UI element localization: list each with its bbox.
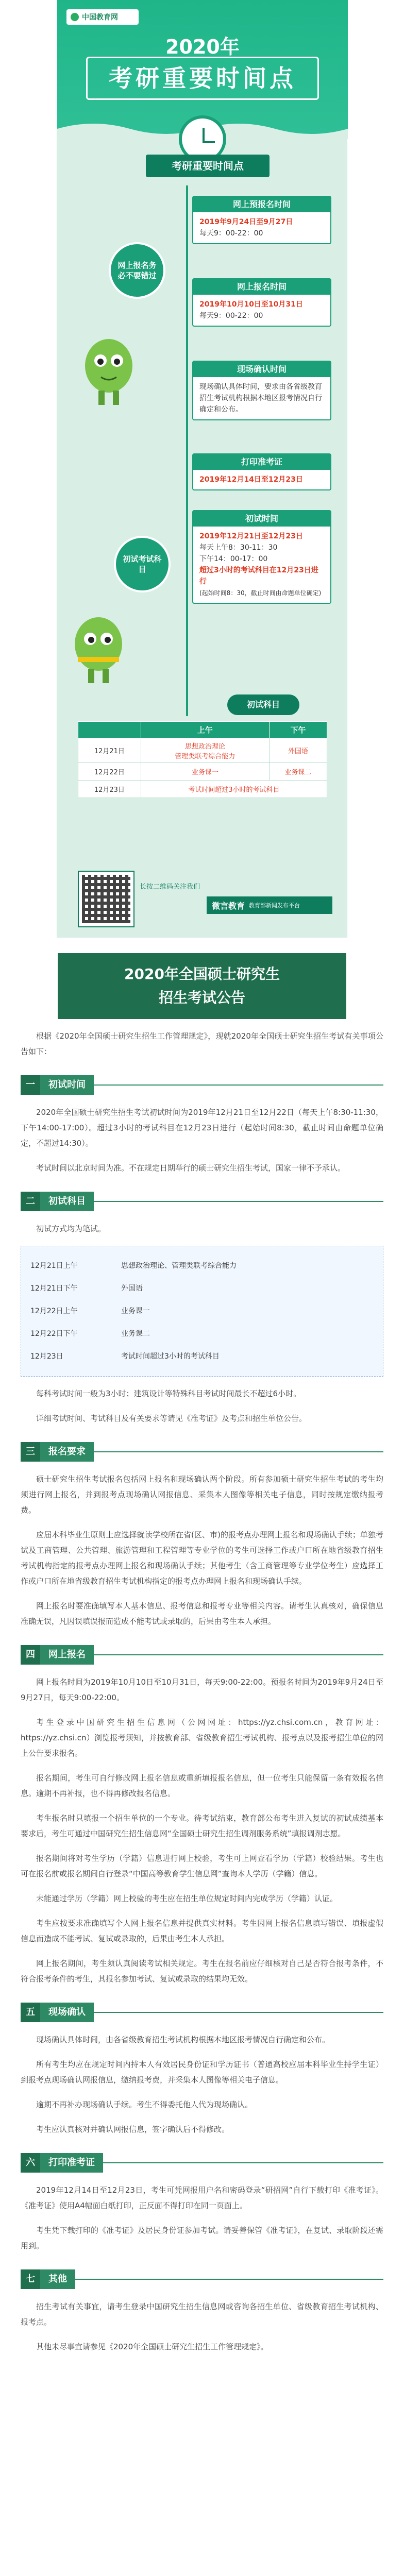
paragraph: 网上报名期间，考生须认真阅读考试相关规定。考生在报名前应仔细核对自己是否符合报考条件，不符合报考条件的考生，其报名参加考试、复试或录取的结果均无效。 (21, 1959, 383, 1984)
list-item (30, 1323, 374, 1345)
table-header-cell: 上午 (141, 722, 269, 738)
table-cell: 12月23日 (78, 781, 141, 798)
table-cell: 业务课一 (141, 763, 269, 781)
brand-name: 微言教育 (212, 901, 245, 911)
paragraph: 初试方式均为笔试。 (36, 1224, 106, 1233)
paragraph: 应届本科毕业生原则上应选择就读学校所在省(区、市)的报考点办理网上报名和现场确认手续；单独考试及工商管理、公共管理、旅游管理和工程管理等专业学位的考生可选择工作或户口所在地省级教育招生考试机构指定的报考点办理网上报名和现场确认手续；其他考生（含工商管理等专业学位考生）应选择工作或户口所在地省级教育招生考试机构指定的报考点办理网上报名和现场确认手续。 (21, 1530, 383, 1586)
section-heading (21, 2002, 383, 2023)
table-cell: 12月22日 (78, 763, 141, 781)
section-label: 报名要求 (40, 1442, 94, 1462)
paragraph: 网上报名时要准确填写本人基本信息、报考信息和报考专业等相关内容。请考生认真核对，确保信息准确无误，凡因误填误报而造成不能考试或录取的，后果由考生本人承担。 (21, 1601, 383, 1626)
list-item (30, 1300, 374, 1323)
badge-exam-subjects: 初试考试科目 (114, 536, 171, 592)
section-number: 七 (21, 2269, 40, 2289)
timeline-extra: 超过3小时的考试科目在12月23日进行 (199, 566, 318, 586)
mascot-exam-icon (68, 608, 129, 685)
section-label: 网上报名 (40, 1645, 94, 1665)
exam-schedule-table (78, 721, 327, 798)
exam-subject-list (21, 1246, 383, 1377)
section-label: 其他 (40, 2269, 75, 2289)
section-heading (21, 1645, 383, 1665)
table-row (78, 738, 327, 763)
timeline-date: 2019年12月21日至12月23日 (199, 532, 303, 540)
paragraph: 2019年12月14日至12月23日，考生可凭网报用户名和密码登录“研招网”自行下载打印《准考证》。《准考证》使用A4幅面白纸打印，正反面不得打印在同一页面上。 (21, 2185, 383, 2210)
paragraph: 考生报名时只填报一个招生单位的一个专业。待考试结束，教育部公布考生进入复试的初试成绩基本要求后，考生可通过中国研究生招生信息网“全国硕士研究生招生调剂服务系统”填报调剂志愿。 (21, 1814, 383, 1838)
list-subject: 外国语 (121, 1284, 143, 1293)
section-heading (21, 1191, 383, 1212)
list-subject: 业务课二 (121, 1330, 150, 1338)
list-time: 12月22日下午 (30, 1330, 78, 1338)
follow-hint: 长按二维码关注我们 (140, 883, 200, 891)
timeline-extra: (起始时间8：30，截止时间由命题单位确定) (199, 589, 322, 597)
section-heading (21, 2269, 383, 2290)
article-title-line: 招生考试公告 (158, 989, 245, 1006)
logo-text: 中国教育网 (82, 13, 118, 22)
exam-subjects-banner: 初试科目 (227, 694, 299, 715)
paragraph: 其他未尽事宜请参见《2020年全国硕士研究生招生工作管理规定》。 (36, 2342, 268, 2351)
brand-subtitle: 教育部新闻发布平台 (249, 902, 300, 909)
logo-icon (71, 13, 79, 21)
list-time: 12月22日上午 (30, 1307, 78, 1315)
timeline-card-print (192, 453, 331, 490)
timeline-card-register (192, 278, 331, 327)
paragraph: 考生应认真核对并确认网报信息，签字确认后不得修改。 (36, 2125, 230, 2134)
table-header-cell: 下午 (270, 722, 327, 738)
table-row (78, 763, 327, 781)
list-item (30, 1277, 374, 1300)
table-header-row (78, 722, 327, 738)
timeline-date: 2019年12月14日至12月23日 (199, 476, 303, 484)
section-heading (21, 1442, 383, 1462)
list-subject: 考试时间超过3小时的考试科目 (121, 1352, 220, 1361)
section-number: 五 (21, 2003, 40, 2022)
paragraph: 考生凭下载打印的《准考证》及居民身份证参加考试。请妥善保管《准考证》，在复试、录取阶段还需用到。 (21, 2226, 383, 2250)
paragraph: 所有考生均应在规定时间内持本人有效居民身份证和学历证书（普通高校应届本科毕业生持学生证）到报考点现场确认网报信息，缴纳报考费，并采集本人图像等相关电子信息。 (21, 2060, 383, 2084)
list-item (30, 1345, 374, 1368)
poster-header (57, 0, 348, 134)
section-number: 二 (21, 1192, 40, 1211)
timeline-card-exam (192, 510, 331, 604)
timeline-date: 2019年10月10日至10月31日 (199, 300, 303, 309)
poster (57, 0, 347, 938)
paragraph: 详细考试时间、考试科目及有关要求等请见《准考证》及考点和招生单位公告。 (36, 1414, 307, 1423)
paragraph: 考试时间以北京时间为准。不在规定日期举行的硕士研究生招生考试，国家一律不予承认。 (36, 1163, 346, 1173)
timeline-daily: 每天9：00-22：00 (199, 229, 263, 238)
timeline-line (186, 185, 188, 716)
list-time: 12月23日 (30, 1352, 63, 1361)
paragraph: 逾期不再补办现场确认手续。考生不得委托他人代为现场确认。 (36, 2100, 253, 2109)
timeline-daily: 每天9：00-22：00 (199, 312, 263, 320)
section-number: 一 (21, 1075, 40, 1095)
paragraph: 硕士研究生招生考试报名包括网上报名和现场确认两个阶段。所有参加硕士研究生招生考试的考生均须进行网上报名，并到报考点现场确认网报信息、采集本人图像等相关电子信息，同时按规定缴纳报考费。 (21, 1475, 383, 1515)
section-heading (21, 1075, 383, 1095)
timeline-card-preregister (192, 196, 331, 244)
section-label: 现场确认 (40, 2003, 94, 2022)
paragraph: 考生应按要求准确填写个人网上报名信息并提供真实材料。考生因网上报名信息填写错误、填报虚假信息而造成不能考试、复试或录取的，后果由考生本人承担。 (21, 1919, 383, 1943)
paragraph: 现场确认具体时间，由各省级教育招生考试机构根据本地区报考情况自行确定和公布。 (36, 2035, 330, 2044)
table-cell: 业务课二 (270, 763, 327, 781)
timeline-head: 网上报名时间 (193, 279, 330, 295)
table-cell: 12月21日 (78, 738, 141, 763)
list-subject: 思想政治理论、管理类联考综合能力 (121, 1262, 237, 1270)
intro-paragraph: 根据《2020年全国硕士研究生招生工作管理规定》，现就2020年全国硕士研究生招生考试有关事项公告如下： (21, 1031, 383, 1056)
timeline-text: 现场确认具体时间，要求由各省级教育招生考试机构根据本地区报考情况自行确定和公布。 (199, 383, 322, 414)
site-logo[interactable] (66, 9, 139, 25)
paragraph: 未能通过学历（学籍）网上校验的考生应在招生单位规定时间内完成学历（学籍）认证。 (36, 1894, 338, 1903)
table-header-cell (78, 722, 141, 738)
paragraph: 考生登录中国研究生招生信息网（公网网址：https://yz.chsi.com.cn，教育网址：https://yz.chsi.cn）浏览报考须知，并按教育部、省级教育招生考试机构、报考点以及报考招生单位的网上公告要求报名。 (21, 1718, 383, 1758)
paragraph: 网上报名时间为2019年10月10日至10月31日，每天9:00-22:00。预报名时间为2019年9月24日至9月27日，每天9:00-22:00。 (21, 1677, 383, 1702)
timeline-head: 网上预报名时间 (193, 197, 330, 212)
mascot-left-icon (78, 330, 140, 407)
paragraph: 报名期间，考生可自行修改网上报名信息或重新填报报名信息，但一位考生只能保留一条有效报名信息。逾期不再补报，也不得再修改报名信息。 (21, 1773, 383, 1798)
table-cell: 考试时间超过3小时的考试科目 (141, 781, 327, 798)
timeline-date: 2019年9月24日至9月27日 (199, 218, 293, 226)
article-title-line: 2020年全国硕士研究生 (124, 965, 280, 982)
poster-year: 2020年 (165, 36, 240, 58)
list-time: 12月21日上午 (30, 1262, 78, 1270)
list-time: 12月21日下午 (30, 1284, 78, 1293)
timeline-head: 打印准考证 (193, 454, 330, 470)
section-number: 三 (21, 1442, 40, 1462)
poster-section-label: 考研重要时间点 (146, 155, 270, 177)
table-cell: 外国语 (270, 738, 327, 763)
article-title (58, 953, 346, 1019)
paragraph: 2020年全国硕士研究生招生考试初试时间为2019年12月21日至12月22日（每天上午8:30-11:30，下午14:00-17:00）。超过3小时的考试科目在12月23日进行（起始时间8:30，截止时间由命题单位确定，不超过14:30）。 (21, 1108, 383, 1148)
section-label: 初试时间 (40, 1075, 94, 1095)
timeline-extra: 每天上午8：30-11：30 (199, 544, 278, 552)
timeline-head: 初试时间 (193, 511, 330, 527)
paragraph: 招生考试有关事宜，请考生登录中国研究生招生信息网或咨询各招生单位、省级教育招生考试机构、报考点。 (21, 2302, 383, 2327)
section-number: 四 (21, 1645, 40, 1665)
section-heading (21, 2153, 383, 2173)
list-item (30, 1255, 374, 1277)
qr-code[interactable] (78, 871, 134, 927)
article (21, 948, 383, 2364)
section-label: 打印准考证 (40, 2153, 103, 2173)
section-label: 初试科目 (40, 1192, 94, 1211)
poster-title: 考研重要时间点 (86, 57, 319, 100)
paragraph: 报名期间将对考生学历（学籍）信息进行网上校验，考生可上网查看学历（学籍）校验结果。考生也可在报名前或报名期间自行登录“中国高等教育学生信息网”查询本人学历（学籍）信息。 (21, 1854, 383, 1878)
list-subject: 业务课一 (121, 1307, 150, 1315)
brand-bar (207, 896, 332, 914)
timeline-head: 现场确认时间 (193, 362, 330, 377)
table-row (78, 781, 327, 798)
badge-register-reminder: 网上报名务必不要错过 (109, 242, 165, 299)
section-number: 六 (21, 2153, 40, 2173)
paragraph: 每科考试时间一般为3小时；建筑设计等特殊科目考试时间最长不超过6小时。 (36, 1389, 301, 1398)
table-cell: 思想政治理论 管理类联考综合能力 (141, 738, 269, 763)
timeline-card-confirm (192, 361, 331, 420)
timeline-extra: 下午14：00-17：00 (199, 555, 268, 563)
